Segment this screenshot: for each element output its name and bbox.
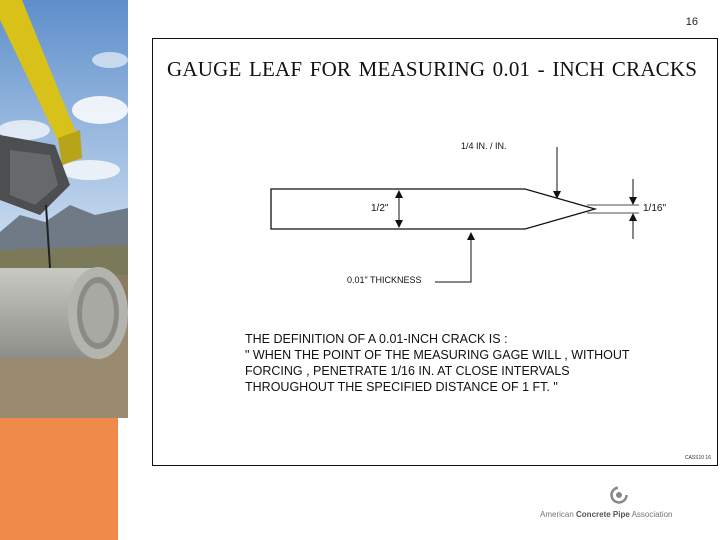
thickness-label: 0.01" THICKNESS [347,275,422,285]
crack-definition [245,331,630,395]
tip-label: 1/16" [643,203,667,214]
width-label: 1/2" [371,203,389,214]
gauge-figure [152,38,718,466]
definition-line: " WHEN THE POINT OF THE MEASURING GAGE WILL , WITHOUT [245,348,630,362]
construction-photo [0,0,128,418]
acpa-logo [540,486,700,526]
definition-line: FORCING , PENETRATE 1/16 IN. AT CLOSE INTERVALS [245,364,570,378]
acpa-logo-text: American Concrete Pipe Association [540,510,673,519]
thickness-leader [435,233,471,282]
slope-label: 1/4 IN. / IN. [461,141,507,151]
excavator-pipe-illustration [0,0,128,418]
gauge-leaf-diagram [153,39,719,467]
accent-bar [0,418,118,540]
page-number: 16 [685,16,698,28]
leaf-outline [271,189,595,229]
acpa-logo-icon [610,486,628,504]
figure-code: CASS10 16 [684,455,711,461]
figure-title: GAUGE LEAF FOR MEASURING 0.01 - INCH CRACKS [167,57,698,81]
definition-line: THROUGHOUT THE SPECIFIED DISTANCE OF 1 FT. " [245,380,558,394]
definition-line: THE DEFINITION OF A 0.01-INCH CRACK IS : [245,332,508,346]
